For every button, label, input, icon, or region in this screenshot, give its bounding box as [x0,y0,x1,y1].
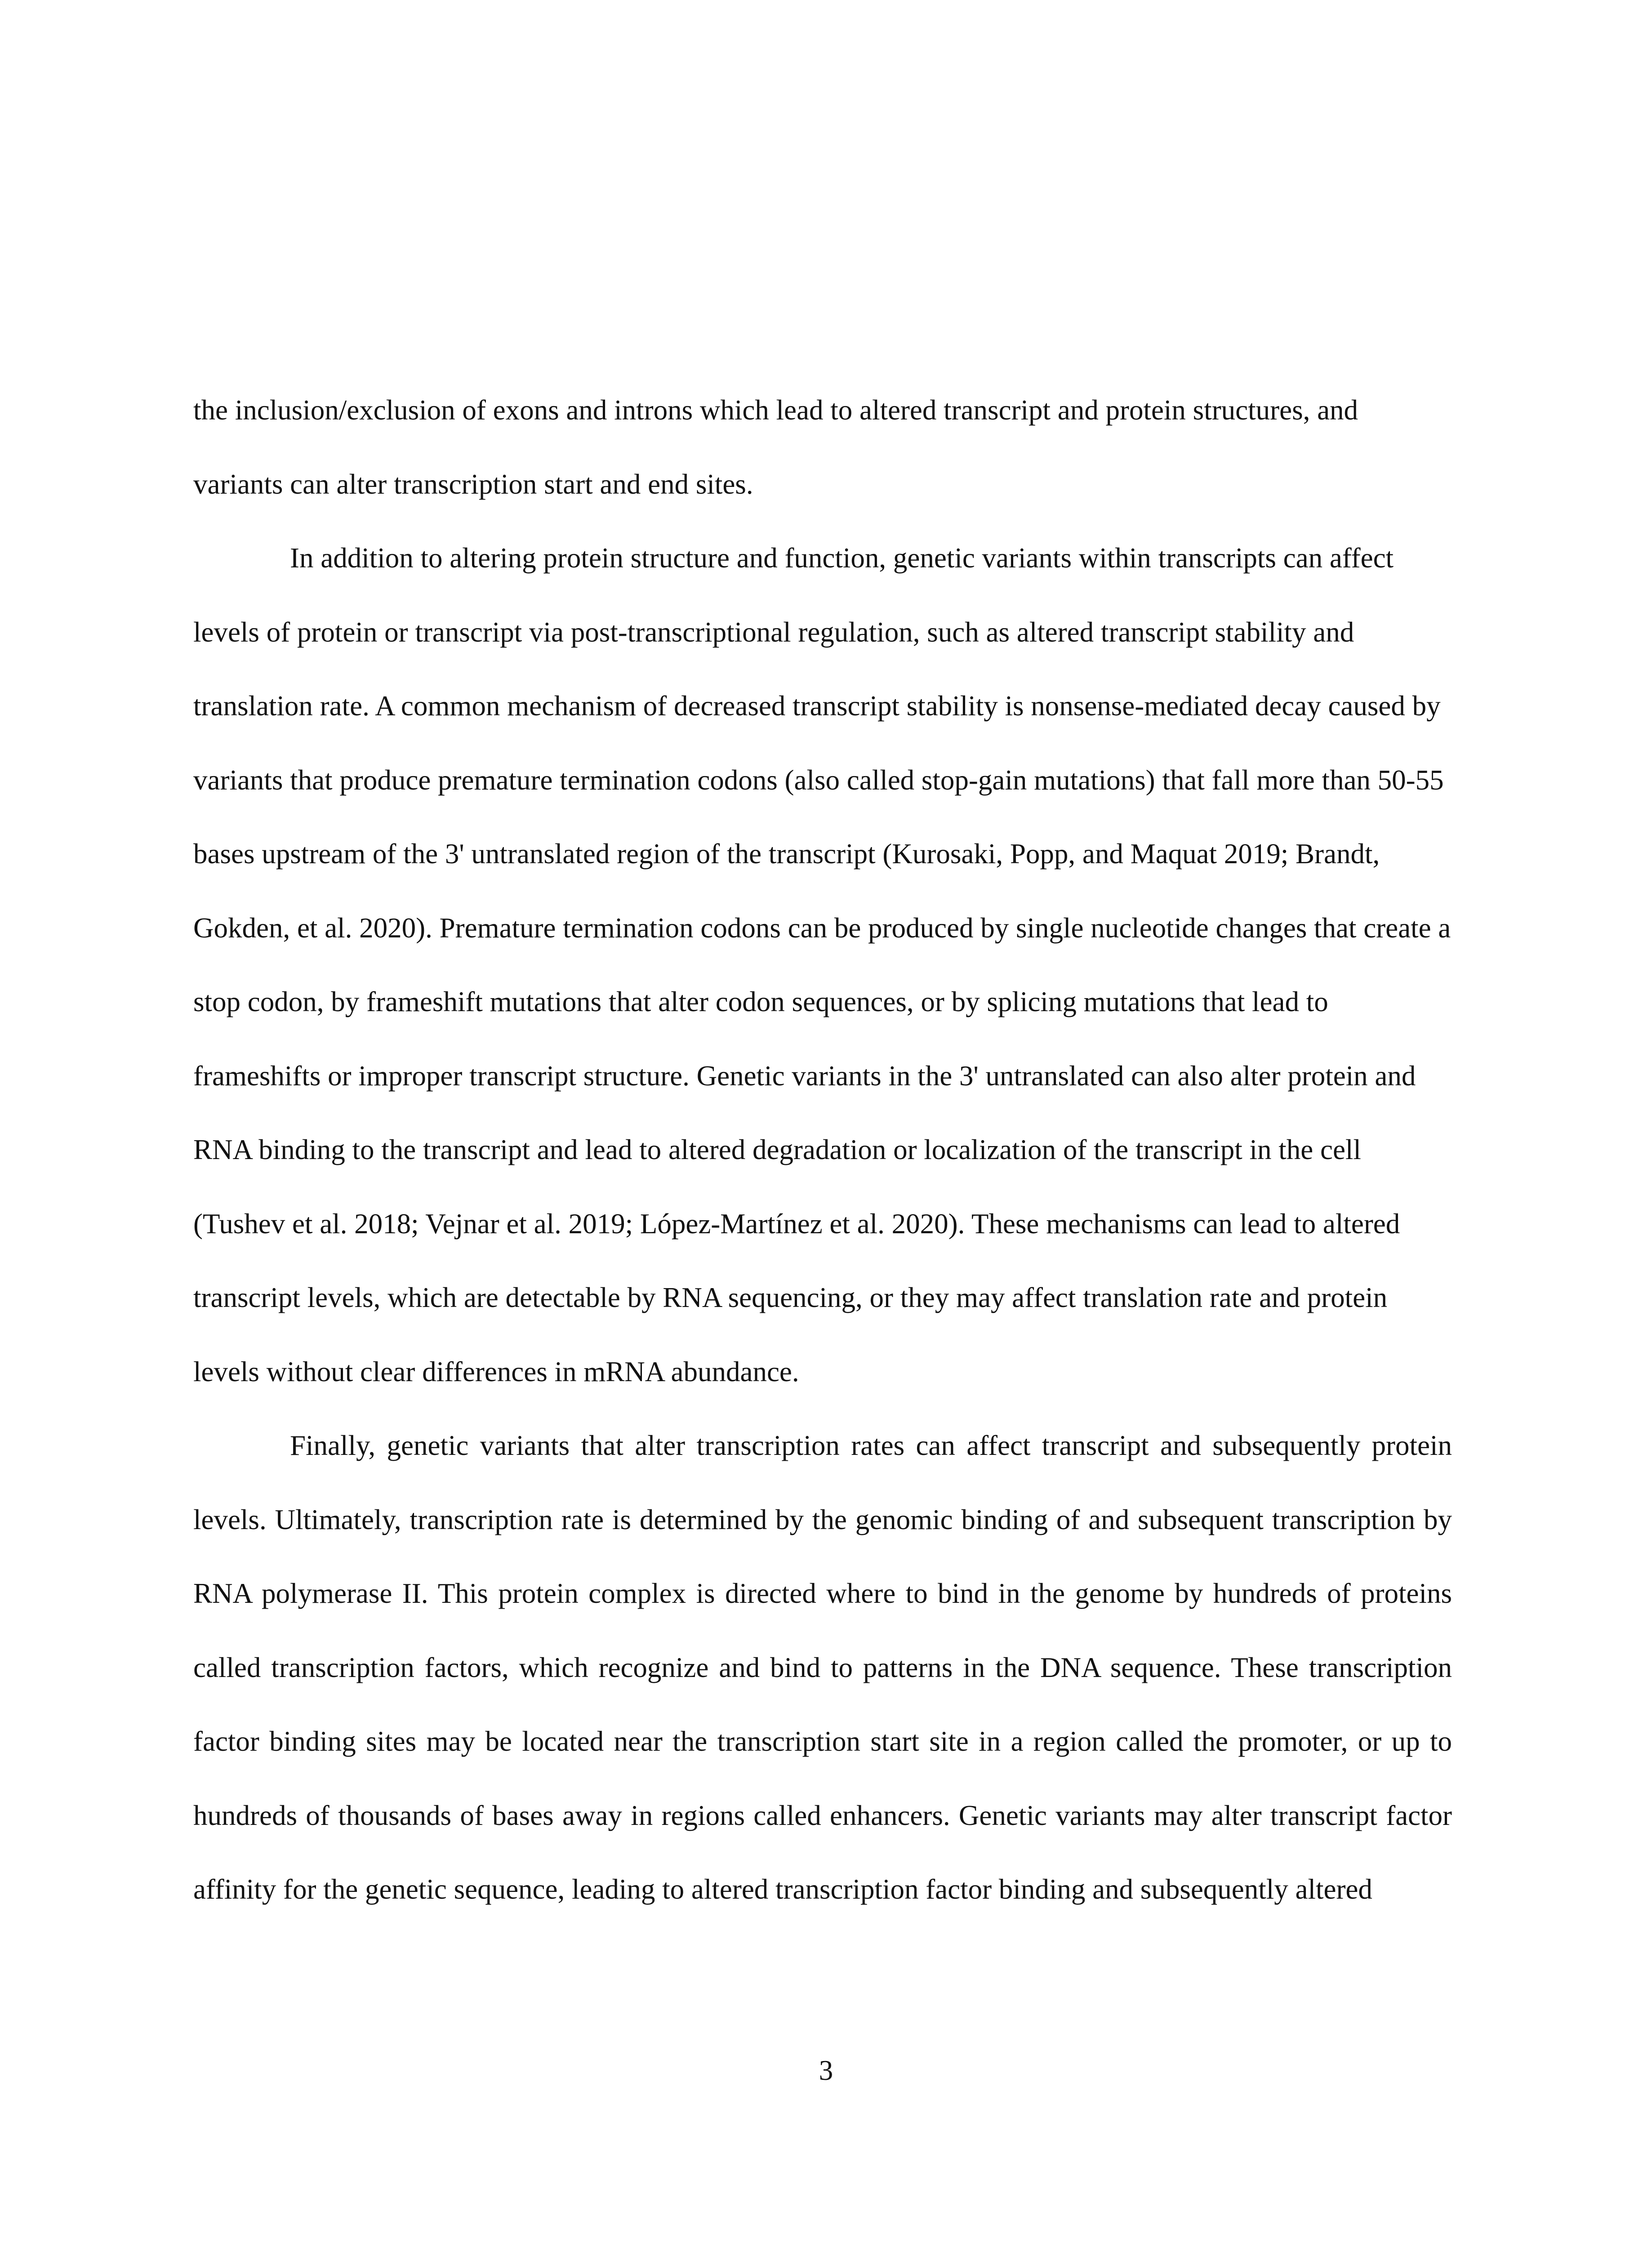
paragraph-3: Finally, genetic variants that alter transcription rates can affect transcript and subsequently protein levels. Ultimately, transcription rate is determined by the genomic binding of and subsequent transcription by RNA polymerase II. This protein complex is directed where to bind in the genome by hundreds of proteins called transcription factors, which recognize and bind to patterns in the DNA sequence. These transcription factor binding sites may be located near the transcription start site in a region called the promoter, or up to hundreds of thousands of bases away in regions called enhancers. Genetic variants may alter transcript factor affinity for the genetic sequence, leading to altered transcription factor binding and subsequently altered [193,1430,1452,1905]
body-text [193,373,1452,1927]
paragraph-2: In addition to altering protein structure and function, genetic variants within transcripts can affect levels of protein or transcript via post-transcriptional regulation, such as altered transcript stability and translation rate. A common mechanism of decreased transcript stability is nonsense-mediated decay caused by variants that produce premature termination codons (also called stop-gain mutations) that fall more than 50-55 bases upstream of the 3' untranslated region of the transcript (Kurosaki, Popp, and Maquat 2019; Brandt, Gokden, et al. 2020). Premature termination codons can be produced by single nucleotide changes that create a stop codon, by frameshift mutations that alter codon sequences, or by splicing mutations that lead to frameshifts or improper transcript structure. Genetic variants in the 3' untranslated can also alter protein and RNA binding to the transcript and lead to altered degradation or localization of the transcript in the cell (Tushev et al. 2018; Vejnar et al. 2019; López-Martínez et al. 2020). These mechanisms can lead to altered transcript levels, which are detectable by RNA sequencing, or they may affect translation rate and protein levels without clear differences in mRNA abundance. [193,542,1451,1387]
page-number: 3 [819,2055,833,2086]
paragraph-1: the inclusion/exclusion of exons and introns which lead to altered transcript and protein structures, and variants can alter transcription start and end sites. [193,394,1358,500]
